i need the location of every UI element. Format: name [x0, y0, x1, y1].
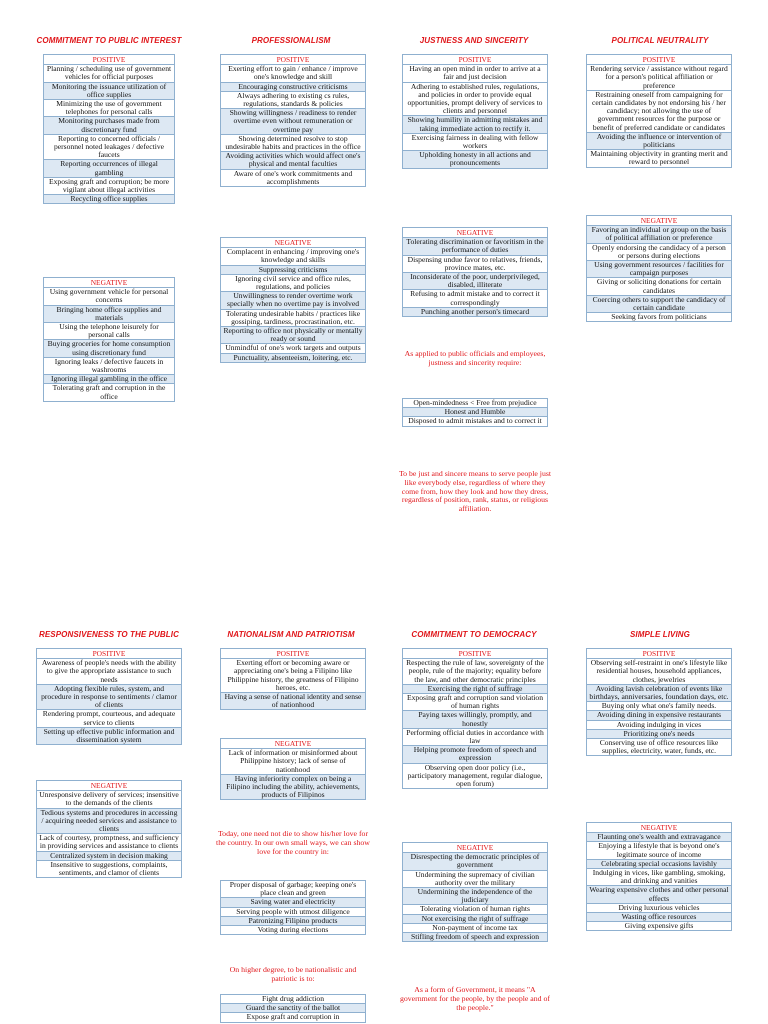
list-item: Exposing graft and corruption sand violation of human rights	[403, 694, 548, 711]
list-item: Inconsiderate of the poor, underprivileged, disabled, illiterate	[403, 273, 548, 290]
justness-require-table	[402, 398, 548, 427]
table-row	[221, 353, 366, 362]
list-item: Enjoying a lifestyle that is beyond one's legitimate source of income	[587, 842, 732, 859]
table-row	[44, 160, 175, 177]
table-row	[587, 132, 732, 149]
list-item: Setting up effective public information and dissemination system	[37, 727, 182, 744]
list-item: Ignoring illegal gambling in the office	[44, 375, 175, 384]
list-item: Using government vehicle for personal concerns	[44, 288, 175, 305]
list-item: Not exercising the right of suffrage	[403, 914, 548, 923]
table-header: POSITIVE	[37, 649, 182, 659]
list-item: Unresponsive delivery of services; insensitive to the demands of the clients	[37, 791, 182, 808]
table-row	[37, 659, 182, 685]
table-row	[221, 82, 366, 91]
table-row	[587, 720, 732, 729]
list-item: Celebrating special occasions lavishly	[587, 859, 732, 868]
table-row	[403, 870, 548, 887]
list-item: Performing official duties in accordance with law	[403, 728, 548, 745]
table-row	[403, 853, 548, 870]
list-item: Monitoring the issuance utilization of office supplies	[44, 82, 175, 99]
list-item: Conserving use of office resources like supplies, electricity, water, funds, etc.	[587, 739, 732, 756]
justness-positive-table	[402, 54, 548, 169]
list-item: Seeking favors from politicians	[587, 313, 732, 322]
table-row	[403, 933, 548, 942]
table-row	[37, 851, 182, 860]
professionalism-negative-table	[220, 237, 366, 363]
list-item: Reporting occurrences of illegal gambling	[44, 160, 175, 177]
nationalism-note-today: Today, one need not die to show his/her love for the country. In our own small ways, we can show love for the country in:	[216, 829, 370, 856]
list-item: Avoiding the influence or intervention of politicians	[587, 132, 732, 149]
table-row	[403, 888, 548, 905]
list-item: Showing determined resolve to stop undesirable habits and practices in the office	[221, 134, 366, 151]
table-row	[403, 659, 548, 685]
nationalism-positive-table	[220, 648, 366, 710]
table-header: POSITIVE	[221, 55, 366, 65]
list-item: Refusing to admit mistake and to correct it correspondingly	[403, 290, 548, 307]
table-row	[221, 274, 366, 291]
list-item: Centralized system in decision making	[37, 851, 182, 860]
democracy-negative-table	[402, 842, 548, 942]
public-interest-positive-table	[43, 54, 175, 204]
table-header: POSITIVE	[403, 649, 548, 659]
table-row	[221, 907, 366, 916]
table-header: POSITIVE	[221, 649, 366, 659]
table-row	[221, 926, 366, 935]
table-row	[37, 791, 182, 808]
table-row	[587, 649, 732, 659]
table-row	[44, 305, 175, 322]
list-item: Tedious systems and procedures in accessing / acquiring needed services and assistance to clients	[37, 808, 182, 834]
list-item: Avoiding dining in expensive restaurants	[587, 711, 732, 720]
table-row	[221, 309, 366, 326]
nationalism-ways-table	[220, 880, 366, 935]
list-item: Driving luxurious vehicles	[587, 903, 732, 912]
list-item: Paying taxes willingly, promptly, and honestly	[403, 711, 548, 728]
table-row	[221, 693, 366, 710]
table-row	[403, 255, 548, 272]
title-public-interest: COMMITMENT TO PUBLIC INTEREST	[36, 36, 182, 45]
justness-note-serve: To be just and sincere means to serve people just like everybody else, regardless of where they come from, how they look and how they dress, regardless of position, rank, status, or religious affiliation.	[398, 469, 552, 514]
list-item: Ignoring leaks / defective faucets in washrooms	[44, 357, 175, 374]
table-row	[403, 746, 548, 763]
table-row	[587, 65, 732, 91]
table-row	[221, 881, 366, 898]
justness-negative-table	[402, 227, 548, 317]
table-row	[587, 922, 732, 931]
table-row	[44, 195, 175, 204]
list-item: Having inferiority complex on being a Filipino including the ability, achievements, products of Filipinos	[221, 774, 366, 800]
list-item: Avoiding lavish celebration of events like birthdays, anniversaries, foundation days, etc.	[587, 684, 732, 701]
table-row	[44, 100, 175, 117]
table-row	[587, 823, 732, 833]
list-item: Giving expensive gifts	[587, 922, 732, 931]
table-row	[221, 134, 366, 151]
table-row	[37, 710, 182, 727]
table-header: POSITIVE	[587, 55, 732, 65]
table-row	[587, 684, 732, 701]
list-item: Prioritizing one's needs	[587, 729, 732, 738]
table-row	[587, 90, 732, 132]
list-item: Observing open door policy (i.e., participatory management, regular dialogue, open forum)	[403, 763, 548, 789]
table-row	[403, 228, 548, 238]
table-row	[221, 109, 366, 135]
table-row	[44, 177, 175, 194]
title-simple-living: SIMPLE LIVING	[630, 630, 690, 639]
table-header: NEGATIVE	[403, 228, 548, 238]
list-item: Non-payment of income tax	[403, 923, 548, 932]
table-row	[44, 65, 175, 82]
table-row	[37, 860, 182, 877]
table-header: NEGATIVE	[587, 823, 732, 833]
table-row	[587, 659, 732, 685]
list-item: Flaunting one's wealth and extravagance	[587, 833, 732, 842]
list-item: Voting during elections	[221, 926, 366, 935]
title-responsiveness: RESPONSIVENESS TO THE PUBLIC	[38, 630, 179, 639]
table-row	[403, 307, 548, 316]
table-row	[403, 133, 548, 150]
table-header: NEGATIVE	[44, 278, 175, 288]
list-item: Insensitive to suggestions, complaints, sentiments, and clamor of clients	[37, 860, 182, 877]
list-item: Showing willingness / readiness to render overtime even without remuneration or overtime pay	[221, 109, 366, 135]
table-row	[587, 55, 732, 65]
list-item: Rendering service / assistance without regard for a person's political affiliation or preference	[587, 65, 732, 91]
list-item: Wearing expensive clothes and other personal effects	[587, 886, 732, 903]
list-item: Avoiding activities which would affect one's physical and mental faculties	[221, 152, 366, 169]
list-item: Adhering to established rules, regulations, and policies in order to provide equal opportunities, prompt delivery of services to clients and personnel	[403, 82, 548, 116]
table-row	[44, 278, 175, 288]
table-row	[587, 869, 732, 886]
table-header: NEGATIVE	[37, 781, 182, 791]
table-row	[221, 327, 366, 344]
table-row	[44, 82, 175, 99]
list-item: Recycling office supplies	[44, 195, 175, 204]
list-item: Unwillingness to render overtime work specially when no overtime pay is involved	[221, 292, 366, 309]
neutrality-negative-table	[586, 215, 732, 322]
table-row	[221, 169, 366, 186]
table-row	[221, 265, 366, 274]
list-item: Wasting office resources	[587, 913, 732, 922]
table-header: POSITIVE	[44, 55, 175, 65]
list-item: Undermining the independence of the judiciary	[403, 888, 548, 905]
list-item: Lack of information or misinformed about Philippine history; lack of sense of nationhood	[221, 749, 366, 775]
list-item: Punctuality, absenteeism, loitering, etc.	[221, 353, 366, 362]
table-row	[37, 727, 182, 744]
list-item: Exercising fairness in dealing with fellow workers	[403, 133, 548, 150]
list-item: Rendering prompt, courteous, and adequate service to clients	[37, 710, 182, 727]
list-item: Complacent in enhancing / improving one's knowledge and skills	[221, 248, 366, 265]
table-row	[403, 417, 548, 426]
table-row	[403, 82, 548, 116]
list-item: Open-mindedness < Free from prejudice	[403, 399, 548, 408]
title-democracy: COMMITMENT TO DEMOCRACY	[411, 630, 537, 639]
table-row	[37, 834, 182, 851]
table-row	[37, 808, 182, 834]
list-item: Coercing others to support the candidacy of certain candidate	[587, 295, 732, 312]
public-interest-negative-table	[43, 277, 175, 402]
justness-note-require: As applied to public officials and employees, justness and sincerity require:	[404, 349, 546, 367]
table-row	[221, 91, 366, 108]
nationalism-note-higher: On higher degree, to be nationalistic and patriotic is to:	[229, 965, 357, 983]
list-item: Exercising the right of suffrage	[403, 684, 548, 693]
table-row	[221, 292, 366, 309]
list-item: Undermining the supremacy of civilian authority over the military	[403, 870, 548, 887]
title-justness: JUSTNESS AND SINCERITY	[419, 36, 529, 45]
table-header: NEGATIVE	[403, 843, 548, 853]
list-item: Reporting to office not physically or mentally ready or sound	[221, 327, 366, 344]
list-item: Tolerating graft and corruption in the office	[44, 384, 175, 401]
list-item: Honest and Humble	[403, 408, 548, 417]
neutrality-positive-table	[586, 54, 732, 168]
list-item: Openly endorsing the candidacy of a person or persons during elections	[587, 243, 732, 260]
list-item: Proper disposal of garbage; keeping one's place clean and green	[221, 881, 366, 898]
table-row	[403, 711, 548, 728]
list-item: Guard the sanctity of the ballot	[221, 1004, 366, 1013]
table-row	[403, 763, 548, 789]
table-row	[587, 295, 732, 312]
table-row	[37, 781, 182, 791]
table-row	[221, 344, 366, 353]
table-row	[221, 248, 366, 265]
professionalism-positive-table	[220, 54, 366, 187]
table-row	[587, 261, 732, 278]
table-row	[44, 340, 175, 357]
list-item: Maintaining objectivity in granting merit and reward to personnel	[587, 150, 732, 167]
table-row	[403, 273, 548, 290]
table-row	[403, 151, 548, 168]
list-item: Stifling freedom of speech and expression	[403, 933, 548, 942]
table-row	[403, 843, 548, 853]
table-row	[587, 150, 732, 167]
table-row	[37, 649, 182, 659]
table-row	[221, 65, 366, 82]
table-row	[44, 288, 175, 305]
table-row	[44, 117, 175, 134]
list-item: Helping promote freedom of speech and expression	[403, 746, 548, 763]
table-row	[587, 886, 732, 903]
table-header: NEGATIVE	[587, 216, 732, 226]
table-row	[221, 649, 366, 659]
list-item: Favoring an individual or group on the basis of political affiliation or preference	[587, 226, 732, 243]
table-row	[403, 649, 548, 659]
table-row	[37, 684, 182, 710]
list-item: Having an open mind in order to arrive at a fair and just decision	[403, 65, 548, 82]
list-item: Expose graft and corruption in	[221, 1013, 366, 1022]
table-row	[221, 152, 366, 169]
table-row	[587, 216, 732, 226]
table-row	[44, 323, 175, 340]
list-item: Buying groceries for home consumption using discretionary fund	[44, 340, 175, 357]
list-item: Aware of one's work commitments and accomplishments	[221, 169, 366, 186]
table-row	[221, 774, 366, 800]
table-row	[403, 694, 548, 711]
democracy-note: As a form of Government, it means "A government for the people, by the people and of the people."	[399, 985, 551, 1012]
table-row	[44, 357, 175, 374]
list-item: Punching another person's timecard	[403, 307, 548, 316]
list-item: Ignoring civil service and office rules, regulations, and policies	[221, 274, 366, 291]
table-row	[403, 914, 548, 923]
list-item: Buying only what one's family needs.	[587, 702, 732, 711]
table-header: POSITIVE	[587, 649, 732, 659]
list-item: Avoiding indulging in vices	[587, 720, 732, 729]
list-item: Using government resources / facilities for campaign purposes	[587, 261, 732, 278]
table-row	[221, 898, 366, 907]
table-row	[587, 739, 732, 756]
list-item: Indulging in vices, like gambling, smoking, and drinking and vanities	[587, 869, 732, 886]
list-item: Exerting effort to gain / enhance / improve one's knowledge and skill	[221, 65, 366, 82]
list-item: Always adhering to existing cs rules, regulations, standards & policies	[221, 91, 366, 108]
nationalism-negative-table	[220, 738, 366, 800]
list-item: Tolerating violation of human rights	[403, 905, 548, 914]
table-header: NEGATIVE	[221, 739, 366, 749]
list-item: Suppressing criticisms	[221, 265, 366, 274]
table-row	[44, 134, 175, 160]
list-item: Lack of courtesy, promptness, and sufficiency in providing services and assistance to clients	[37, 834, 182, 851]
table-row	[221, 659, 366, 693]
table-row	[221, 749, 366, 775]
list-item: Patronizing Filipino products	[221, 916, 366, 925]
list-item: Adopting flexible rules, system, and procedure in response to sentiments / clamor of clients	[37, 684, 182, 710]
title-professionalism: PROFESSIONALISM	[251, 36, 331, 45]
table-header: NEGATIVE	[221, 238, 366, 248]
table-row	[44, 384, 175, 401]
table-row	[403, 65, 548, 82]
list-item: Monitoring purchases made from discretionary fund	[44, 117, 175, 134]
list-item: Saving water and electricity	[221, 898, 366, 907]
table-row	[587, 243, 732, 260]
table-row	[587, 226, 732, 243]
list-item: Using the telephone leisurely for personal calls	[44, 323, 175, 340]
list-item: Giving or soliciting donations for certain candidates	[587, 278, 732, 295]
table-row	[221, 238, 366, 248]
list-item: Bringing home office supplies and materials	[44, 305, 175, 322]
table-row	[587, 313, 732, 322]
table-row	[587, 842, 732, 859]
table-header: POSITIVE	[403, 55, 548, 65]
list-item: Encouraging constructive criticisms	[221, 82, 366, 91]
responsiveness-negative-table	[36, 780, 182, 878]
list-item: Fight drug addiction	[221, 995, 366, 1004]
title-nationalism: NATIONALISM AND PATRIOTISM	[227, 630, 355, 639]
table-row	[403, 905, 548, 914]
list-item: Disposed to admit mistakes and to correct it	[403, 417, 548, 426]
democracy-positive-table	[402, 648, 548, 789]
title-neutrality: POLITICAL NEUTRALITY	[611, 36, 709, 45]
list-item: Having a sense of national identity and sense of nationhood	[221, 693, 366, 710]
nationalism-higher-table	[220, 994, 366, 1023]
list-item: Awareness of people's needs with the ability to give the appropriate assistance to such needs	[37, 659, 182, 685]
table-row	[221, 1013, 366, 1022]
table-row	[587, 711, 732, 720]
table-row	[403, 290, 548, 307]
table-row	[403, 116, 548, 133]
list-item: Respecting the rule of law, sovereignty of the people, rule of the majority; equality before the law, and other democratic principles	[403, 659, 548, 685]
simple-positive-table	[586, 648, 732, 756]
simple-negative-table	[586, 822, 732, 931]
list-item: Dispensing undue favor to relatives, friends, province mates, etc.	[403, 255, 548, 272]
list-item: Showing humility in admitting mistakes and taking immediate action to rectify it.	[403, 116, 548, 133]
list-item: Exposing graft and corruption; be more vigilant about illegal activities	[44, 177, 175, 194]
table-row	[403, 238, 548, 255]
table-row	[221, 55, 366, 65]
table-row	[221, 739, 366, 749]
list-item: Disrespecting the democratic principles of government	[403, 853, 548, 870]
list-item: Reporting to concerned officials / personnel noted leakages / defective faucets	[44, 134, 175, 160]
list-item: Serving people with utmost diligence	[221, 907, 366, 916]
table-row	[587, 278, 732, 295]
list-item: Exerting effort or becoming aware or appreciating one's being a Filipino like Philippine history, the greatness of Filipino heroes, etc.	[221, 659, 366, 693]
list-item: Restraining oneself from campaigning for certain candidates by not endorsing his / her candidacy; not allowing the use of government resources for the purpose or benefit of preferred candidate or candidates	[587, 90, 732, 132]
list-item: Unmindful of one's work targets and outputs	[221, 344, 366, 353]
list-item: Upholding honesty in all actions and pronouncements	[403, 151, 548, 168]
responsiveness-positive-table	[36, 648, 182, 745]
list-item: Tolerating undesirable habits / practices like gossiping, tardiness, procrastination, etc.	[221, 309, 366, 326]
list-item: Observing self-restraint in one's lifestyle like residential houses, household appliances, clothes, jewelries	[587, 659, 732, 685]
list-item: Planning / scheduling use of government vehicles for official purposes	[44, 65, 175, 82]
list-item: Tolerating discrimination or favoritism in the performance of duties	[403, 238, 548, 255]
list-item: Minimizing the use of government telephones for personal calls	[44, 100, 175, 117]
table-row	[44, 55, 175, 65]
table-row	[403, 55, 548, 65]
table-row	[403, 728, 548, 745]
